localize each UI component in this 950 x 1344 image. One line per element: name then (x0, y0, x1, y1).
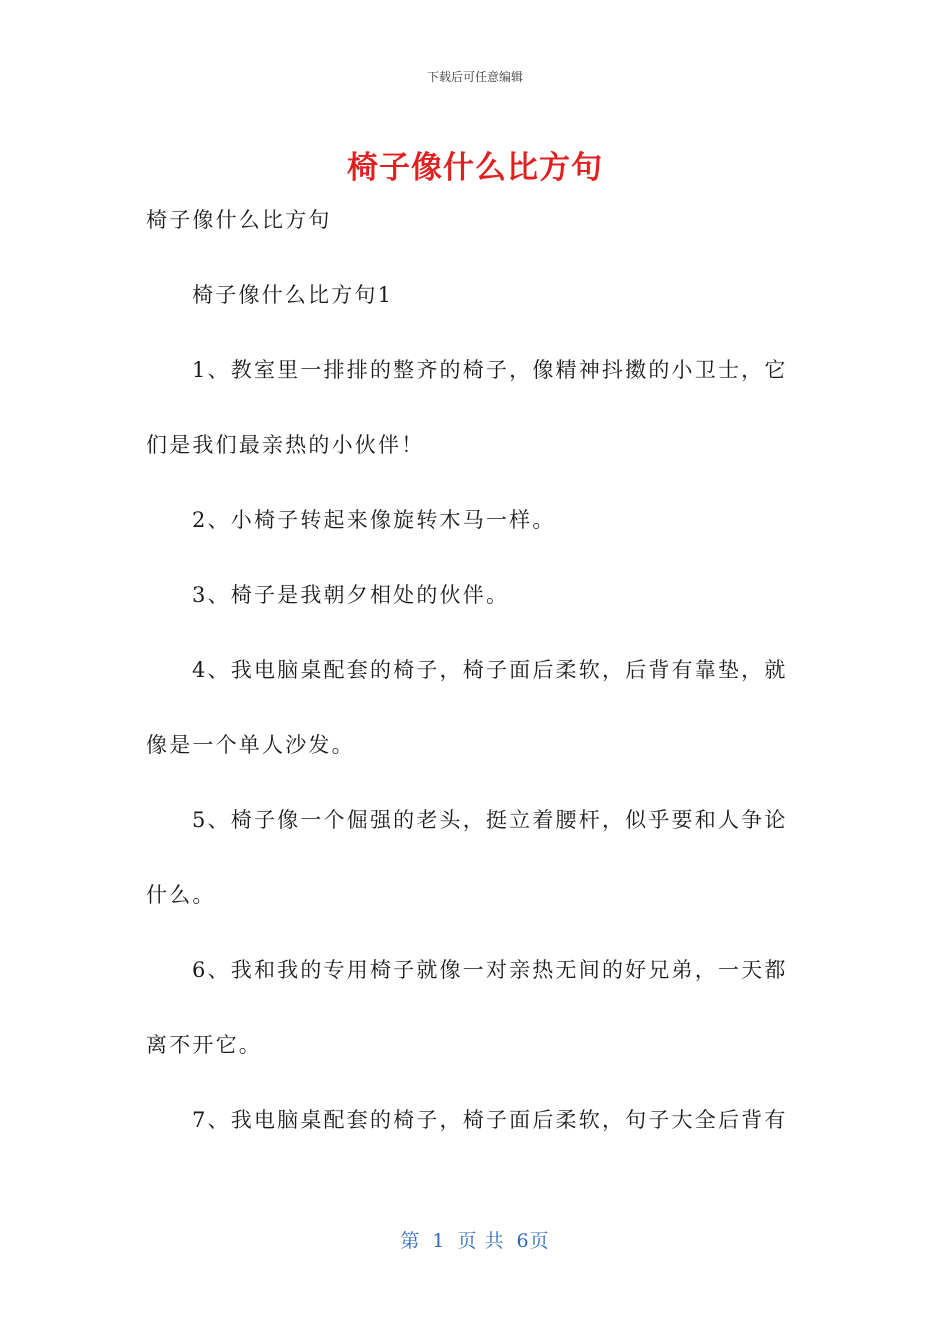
page-footer (0, 1226, 950, 1253)
paragraph-line: 椅子像什么比方句 (146, 208, 332, 232)
paragraph-line: 6、我和我的专用椅子就像一对亲热无间的好兄弟，一天都 (192, 958, 788, 982)
current-page-number: 1 (432, 1230, 446, 1252)
paragraph-line: 7、我电脑桌配套的椅子，椅子面后柔软，句子大全后背有 (192, 1108, 788, 1132)
page-label-mid: 页 共 (457, 1230, 505, 1252)
document-title: 椅子像什么比方句 (347, 150, 603, 186)
paragraph-line: 什么。 (146, 883, 216, 907)
paragraph-line: 2、小椅子转起来像旋转木马一样。 (192, 508, 556, 532)
document-body (146, 200, 806, 1175)
paragraph-line: 1、教室里一排排的整齐的椅子，像精神抖擞的小卫士，它 (192, 358, 788, 382)
paragraph-line: 离不开它。 (146, 1033, 262, 1057)
header-note: 下载后可任意编辑 (426, 70, 523, 84)
paragraph-line: 们是我们最亲热的小伙伴！ (146, 433, 425, 457)
paragraph-line: 4、我电脑桌配套的椅子，椅子面后柔软，后背有靠垫，就 (192, 658, 788, 682)
page-label-prefix: 第 (400, 1230, 421, 1252)
paragraph-line: 3、椅子是我朝夕相处的伙伴。 (192, 583, 510, 607)
total-pages: 6页 (516, 1230, 550, 1252)
paragraph-line: 像是一个单人沙发。 (146, 733, 355, 757)
paragraph-line: 椅子像什么比方句1 (192, 283, 394, 307)
paragraph-line: 5、椅子像一个倔强的老头，挺立着腰杆，似乎要和人争论 (192, 808, 788, 832)
